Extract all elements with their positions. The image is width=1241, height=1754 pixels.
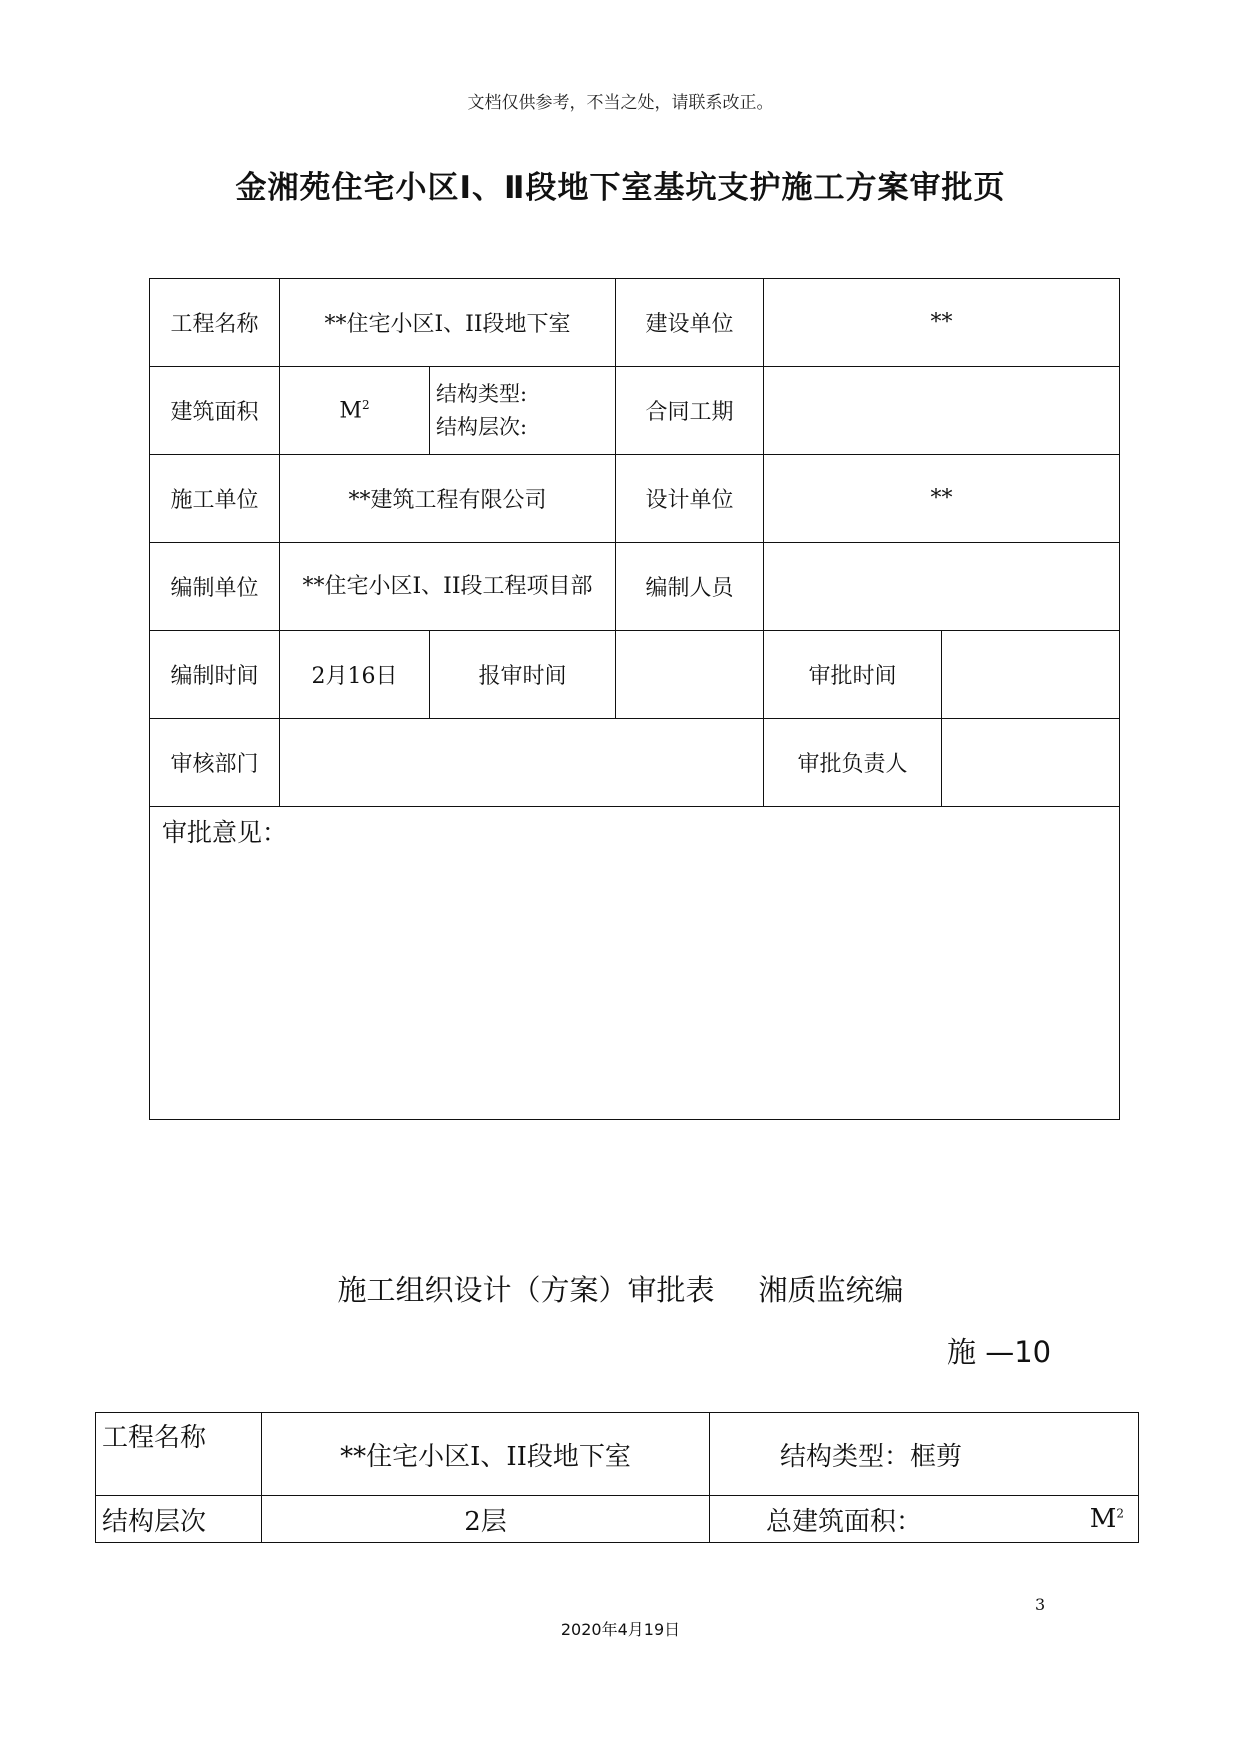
structure-level-label: 结构层次: [436,414,528,439]
structure-cell [430,367,616,455]
second-structure-type: 结构类型：框剪 [710,1413,1139,1496]
second-form-title-text: 施工组织设计（方案）审批表 [337,1273,715,1307]
compiler-person-value [764,543,1120,631]
table-row [150,455,1120,543]
area-unit: M [339,398,362,424]
table-row [96,1496,1139,1543]
table-row [150,807,1120,1120]
compiler-label: 编制单位 [150,543,280,631]
project-name-value: **住宅小区I、II段地下室 [280,279,616,367]
second-form-title [0,1268,1241,1309]
contract-period-value [764,367,1120,455]
compiler-person-label: 编制人员 [616,543,764,631]
contractor-value: **建筑工程有限公司 [280,455,616,543]
total-area-unit-sup: 2 [1116,1506,1124,1521]
table-row [150,719,1120,807]
table-row [150,631,1120,719]
footer-date: 2020年4月19日 [560,1620,681,1639]
table-row [150,367,1120,455]
table-row [150,279,1120,367]
approve-time-value [942,631,1120,719]
submit-time-value [616,631,764,719]
approver-value [942,719,1120,807]
builder-label: 建设单位 [616,279,764,367]
second-total-area [710,1496,1139,1543]
designer-label: 设计单位 [616,455,764,543]
area-value [280,367,430,455]
total-area-unit-wrap [1090,1504,1124,1534]
contractor-label: 施工单位 [150,455,280,543]
review-dept-label: 审核部门 [150,719,280,807]
compile-time-value: 2月16日 [280,631,430,719]
page-title: 金湘苑住宅小区Ⅰ、Ⅱ段地下室基坑支护施工方案审批页 [235,170,1006,206]
second-project-name-value: **住宅小区I、II段地下室 [262,1413,710,1496]
total-area-label: 总建筑面积： [766,1506,923,1537]
approver-label: 审批负责人 [764,719,942,807]
builder-value: ** [764,279,1120,367]
compile-time-label: 编制时间 [150,631,280,719]
table-row [150,543,1120,631]
form-code: 施 —10 [947,1335,1052,1369]
second-structure-level-value: 2层 [262,1496,710,1543]
second-structure-level-label: 结构层次 [96,1496,262,1543]
structure-type-label: 结构类型: [436,381,528,406]
designer-value: ** [764,455,1120,543]
opinion-label: 审批意见： [162,818,288,847]
contract-period-label: 合同工期 [616,367,764,455]
approve-time-label: 审批时间 [764,631,942,719]
project-name-label: 工程名称 [150,279,280,367]
compiler-value: **住宅小区I、II段工程项目部 [280,543,616,631]
table-row [96,1413,1139,1496]
page-number: 3 [1035,1595,1046,1614]
header-note: 文档仅供参考，不当之处，请联系改正。 [467,93,774,113]
second-form-table [95,1412,1139,1543]
opinion-cell [150,807,1120,1120]
total-area-unit: M [1089,1504,1117,1534]
review-dept-value [280,719,764,807]
second-form-org: 湘质监统编 [758,1273,904,1307]
approval-table [149,278,1120,1120]
submit-time-label: 报审时间 [430,631,616,719]
second-project-name-label: 工程名称 [96,1413,262,1496]
area-label: 建筑面积 [150,367,280,455]
area-unit-sup: 2 [361,397,370,412]
